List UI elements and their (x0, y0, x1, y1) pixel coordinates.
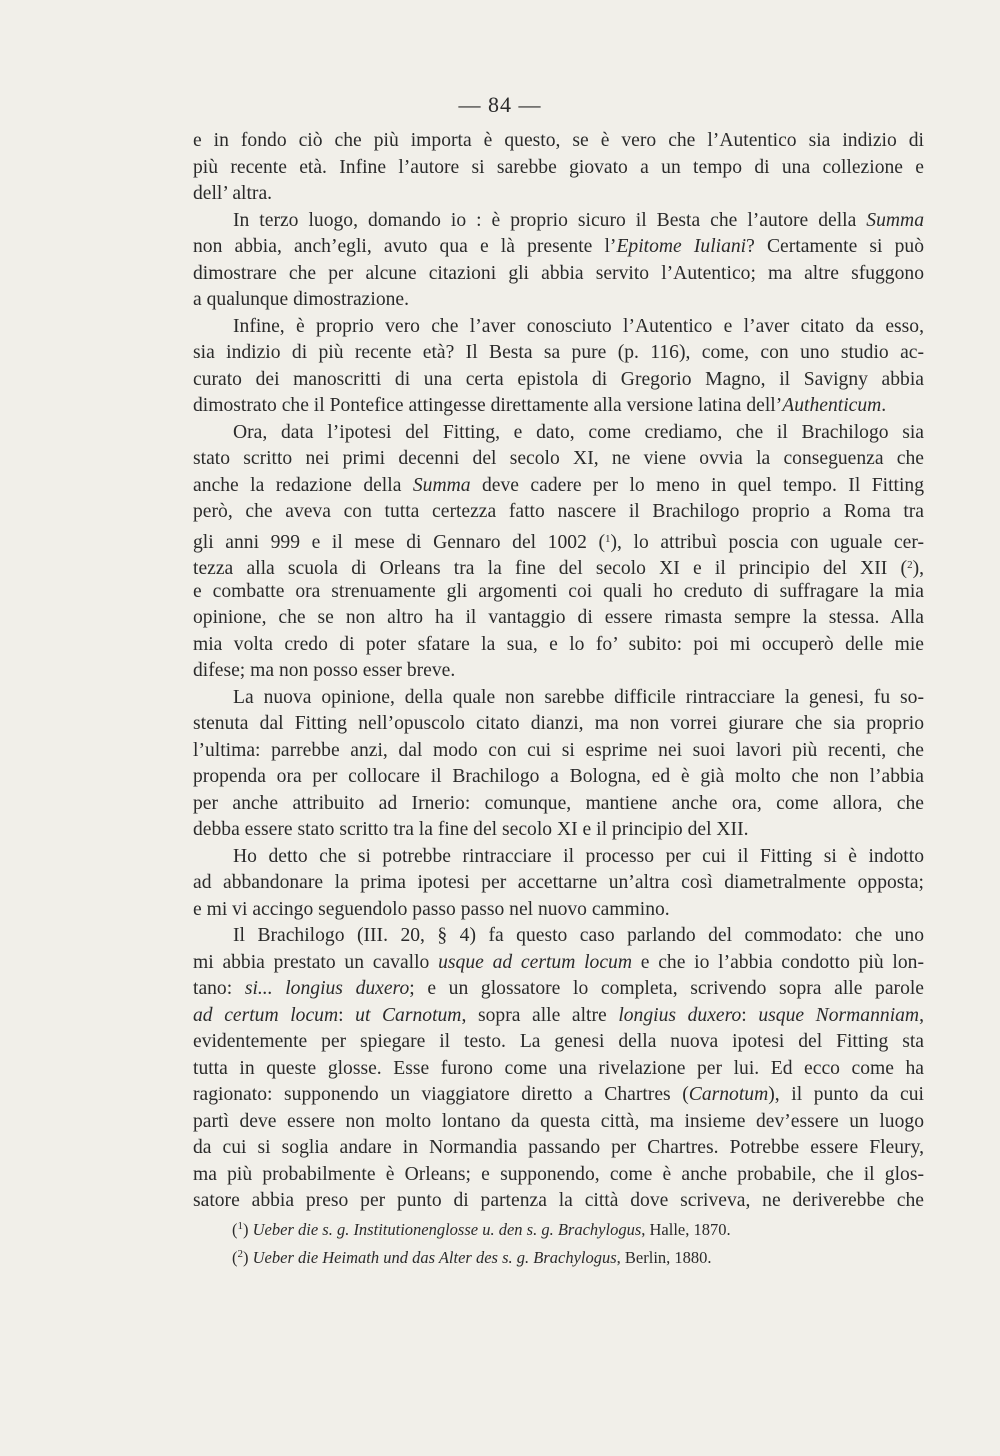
text-line: però, che aveva con tutta certezza fatto nascere il Brachilogo proprio a Roma tra (193, 501, 924, 522)
text-line: Ho detto che si potrebbe rintracciare il processo per cui il Fitting si è indotto (233, 845, 924, 867)
text-line: anche la redazione della Summa deve cadere per lo meno in quel tempo. Il Fitting (193, 474, 924, 496)
text-line: ad certum locum: ut Carnotum, sopra alle altre longius duxero: usque Normanniam, (193, 1004, 924, 1026)
text-line: Infine, è proprio vero che l’aver conosciuto l’Autentico e l’aver citato da esso, (233, 315, 924, 337)
footnotes (232, 1214, 932, 1270)
text-line: tano: si... longius duxero; e un glossatore lo completa, scrivendo sopra alle parole (193, 978, 925, 999)
text-line: gli anni 999 e il mese di Gennaro del 1002 ($^1$), lo attribuì poscia con uguale cer- (193, 531, 924, 553)
text-line: tezza alla scuola di Orleans tra la fine del secolo XI e il principio del XII ($^2$), (193, 558, 924, 579)
text-line: e combatte ora strenuamente gli argomenti coi quali ho creduto di suffragare la mia (193, 580, 924, 602)
text-line: da cui si soglia andare in Normandia passando per Chartres. Potrebbe essere Fleury, (193, 1137, 924, 1158)
page-number: — 84 — (458, 92, 542, 117)
text-line: Ora, data l’ipotesi del Fitting, e dato, come crediamo, che il Brachilogo sia (233, 421, 924, 443)
text-line: sia indizio di più recente età? Il Besta sa pure (p. 116), come, con uno studio ac- (193, 342, 924, 363)
text-line: satore abbia preso per punto di partenza la città dove scriveva, ne deriverebbe che (193, 1190, 924, 1211)
text-line: ma più probabilmente è Orleans; e supponendo, come è anche probabile, che il glos- (193, 1163, 924, 1185)
text-line: mi abbia prestato un cavallo usque ad certum locum e che io l’abbia condotto più lon- (193, 951, 924, 973)
text-line: dimostrato che il Pontefice attingesse direttamente alla versione latina dell’Authenticum. (193, 395, 887, 416)
text-line: curato dei manoscritti di una certa epistola di Gregorio Magno, il Savigny abbia (193, 368, 924, 390)
text-line: tutta in queste glosse. Esse furono come una rivelazione per lui. Ed ecco come ha (193, 1057, 924, 1079)
text-line: a qualunque dimostrazione. (193, 289, 410, 310)
text-line: difese; ma non posso esser breve. (193, 660, 456, 681)
text-line: propenda ora per collocare il Brachilogo a Bologna, ed è già molto che non l’abbia (193, 766, 924, 787)
text-line: debba essere stato scritto tra la fine del secolo XI e il principio del XII. (193, 819, 749, 840)
main-text (193, 128, 924, 1215)
text-line: Il Brachilogo (III. 20, § 4) fa questo caso parlando del commodato: che uno (233, 925, 924, 946)
text-line: opinione, che se non altro ha il vantaggio di essere rimasta sempre la stessa. Alla (193, 607, 924, 628)
text-line: stato scritto nei primi decenni del secolo XI, ne viene ovvia la conseguenza che (193, 448, 924, 469)
text-line: ragionato: supponendo un viaggiatore diretto a Chartres (Carnotum), il punto da cui (193, 1084, 924, 1105)
text-line: evidentemente per spiegare il testo. La genesi della nuova ipotesi del Fitting sta (193, 1031, 924, 1052)
text-line: partì deve essere non molto lontano da questa città, ma insieme dev’essere un luogo (193, 1110, 924, 1132)
footnote: ($^2$) Ueber die Heimath und das Alter des s. g. Brachylogus, Berlin, 1880. (232, 1248, 712, 1267)
text-line: In terzo luogo, domando io : è proprio sicuro il Besta che l’autore della Summa (233, 209, 924, 231)
text-line: stenuta dal Fitting nell’opuscolo citato dianzi, ma non vorrei giurare che sia proprio (193, 713, 924, 734)
text-line: e mi vi accingo seguendolo passo passo nel nuovo cammino. (193, 898, 670, 920)
footnote: ($^1$) Ueber die s. g. Institutionenglosse u. den s. g. Brachylogus, Halle, 1870. (232, 1220, 731, 1239)
text-line: non abbia, anch’egli, avuto qua e là presente l’Epitome Iuliani? Certamente si può (193, 236, 924, 257)
text-line: l’ultima: parrebbe anzi, dal modo con cui si esprime nei suoi lavori più recenti, che (193, 739, 924, 761)
text-line: dell’ altra. (193, 183, 273, 204)
text-line: più recente età. Infine l’autore si sarebbe giovato a un tempo di una collezione e (193, 156, 924, 178)
text-line: e in fondo ciò che più importa è questo, se è vero che l’Autentico sia indizio di (193, 130, 924, 151)
text-line: La nuova opinione, della quale non sarebbe difficile rintracciare la genesi, fu so- (233, 686, 924, 708)
text-line: ad abbandonare la prima ipotesi per accettarne un’altra così diametralmente opposta; (193, 872, 924, 893)
text-line: per anche attribuito ad Irnerio: comunque, mantiene anche ora, come allora, che (193, 792, 924, 814)
text-line: mia volta credo di poter sfatare la sua, e lo fo’ subito: poi mi occuperò delle mie (193, 633, 924, 655)
text-line: dimostrare che per alcune citazioni gli abbia servito l’Autentico; ma altre sfuggono (193, 262, 924, 284)
